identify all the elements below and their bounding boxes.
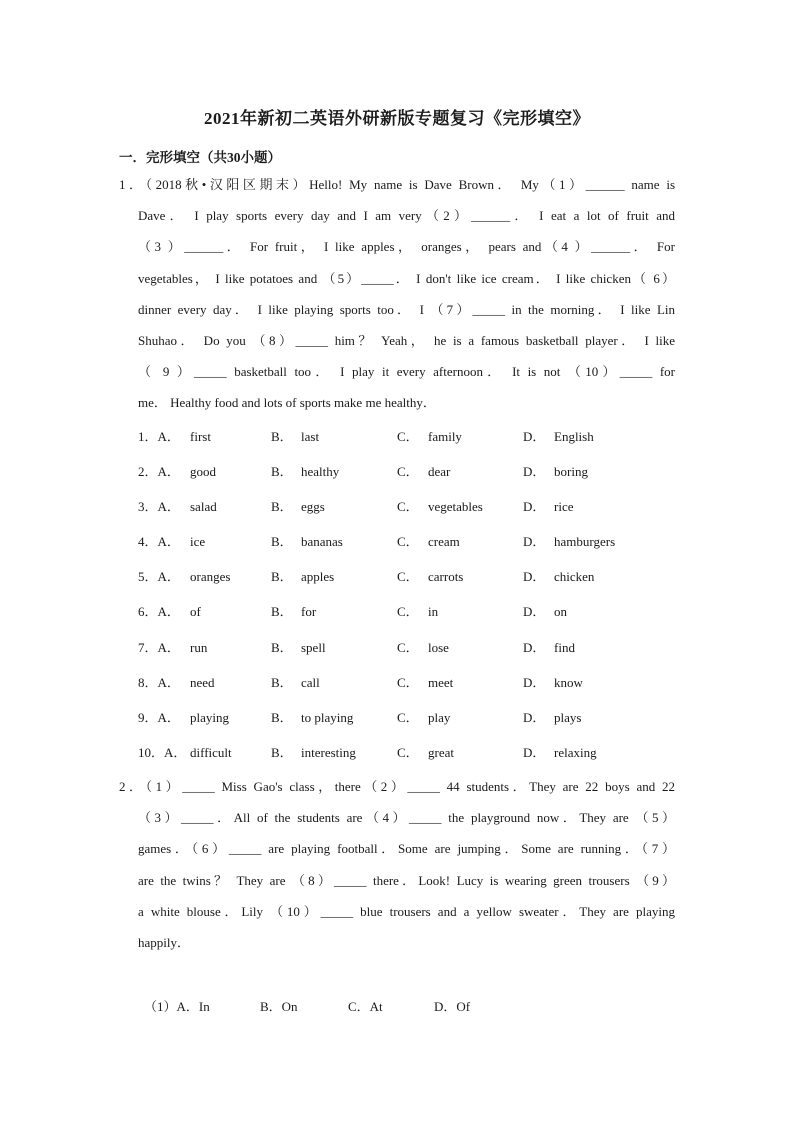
option-a: playing [190, 709, 229, 725]
passage-line: 1．（2018秋•汉阳区期末）Hello! My name is Dave Brown． My（1）______ name is [119, 177, 675, 192]
option-a: salad [190, 499, 217, 515]
option-a: oranges [190, 569, 231, 585]
option-d: hamburgers [554, 534, 616, 550]
option-b: for [301, 604, 317, 620]
option-c: family [428, 429, 462, 444]
option-b-label: B． [271, 534, 293, 550]
option-number: 4．A． [138, 534, 180, 550]
option-a: （1）A．In [144, 999, 210, 1014]
option-d-label: D． [523, 534, 546, 550]
passage-line: （3 ）______． For fruit， I like apples， oranges， pears and（4 ）______． For [138, 239, 675, 255]
option-a: run [190, 639, 208, 655]
document-title: 2021年新初二英语外研新版专题复习《完形填空》 [204, 109, 590, 128]
option-d: boring [554, 464, 588, 480]
option-number: 3．A． [138, 499, 180, 515]
option-c-label: C． [397, 429, 419, 444]
option-c-label: C． [397, 639, 419, 655]
option-d-label: D． [523, 604, 546, 620]
option-a: difficult [190, 744, 232, 760]
option-number: 10．A． [138, 744, 187, 760]
option-a: good [190, 464, 216, 480]
passage-line: （ 9 ）_____ basketball too． I play it every afternoon． It is not （10）_____ for [138, 364, 675, 380]
option-d: on [554, 604, 567, 620]
option-b-label: B． [271, 604, 293, 620]
option-d: D．Of [434, 999, 471, 1014]
option-c: C．At [348, 999, 383, 1014]
option-c-label: C． [397, 464, 419, 480]
passage-line: are the twins？ They are （8）_____ there．Look! Lucy is wearing green trousers （9） [138, 872, 675, 888]
option-b-label: B． [271, 744, 293, 760]
option-d: plays [554, 709, 582, 725]
option-number: 7．A． [138, 639, 180, 655]
option-d: relaxing [554, 744, 597, 760]
option-b: to playing [301, 709, 354, 725]
question-2-passage [119, 771, 675, 958]
option-b-label: B． [271, 569, 293, 585]
option-a: ice [190, 534, 206, 550]
option-d: chicken [554, 569, 595, 585]
passage-line: Shuhao． Do you （8）_____ him？ Yeah， he is a famous basketball player． I like [138, 332, 675, 348]
option-d-label: D． [523, 709, 546, 725]
option-b-label: B． [271, 674, 293, 690]
option-b: interesting [301, 744, 356, 760]
option-d-label: D． [523, 429, 546, 444]
option-b: apples [301, 569, 335, 585]
option-d: English [554, 429, 594, 444]
option-c-label: C． [397, 534, 419, 550]
passage-line: me． Healthy food and lots of sports make me healthy． [138, 395, 436, 411]
option-c-label: C． [397, 569, 419, 585]
option-c-label: C． [397, 744, 419, 760]
option-b-label: B． [271, 499, 293, 515]
option-b: eggs [301, 499, 325, 515]
passage-line: Dave． I play sports every day and I am very（2）______． I eat a lot of fruit and [138, 208, 675, 224]
option-number: 6．A． [138, 604, 180, 620]
option-c: meet [428, 674, 454, 690]
option-c: lose [428, 639, 449, 655]
option-b: last [301, 429, 320, 444]
option-d-label: D． [523, 499, 546, 515]
passage-line: 2．（1）_____ Miss Gao's class，there（2）_____ 44 students．They are 22 boys and 22 [119, 779, 675, 794]
option-d: find [554, 639, 575, 655]
option-c-label: C． [397, 499, 419, 515]
option-number: 1．A． [138, 429, 180, 444]
option-c: cream [428, 534, 460, 550]
option-d-label: D． [523, 639, 546, 655]
option-b-label: B． [271, 464, 293, 480]
passage-line: games．（6）_____ are playing football．Some are jumping．Some are running．（7） [138, 841, 675, 857]
option-c-label: C． [397, 604, 419, 620]
option-d-label: D． [523, 744, 546, 760]
passage-line: dinner every day． I like playing sports too． I （7）_____ in the morning． I like Lin [138, 301, 675, 317]
option-b: B．On [260, 999, 298, 1014]
option-b: bananas [301, 534, 343, 550]
option-b-label: B． [271, 709, 293, 725]
option-d: know [554, 674, 583, 690]
option-c: dear [428, 464, 451, 480]
passage-line: happily． [138, 934, 190, 950]
option-number: 9．A． [138, 709, 180, 725]
option-c-label: C． [397, 674, 419, 690]
passage-line: （3）_____．All of the students are（4）_____ the playground now．They are （5） [138, 810, 675, 826]
option-b: healthy [301, 464, 340, 480]
question-1-passage [119, 169, 675, 419]
passage-line: a white blouse．Lily （10）_____ blue trousers and a yellow sweater．They are playing [138, 903, 675, 919]
option-a: first [190, 429, 211, 444]
option-c: great [428, 744, 454, 760]
option-number: 8．A． [138, 674, 180, 690]
option-number: 2．A． [138, 464, 180, 480]
option-a: need [190, 674, 215, 690]
option-c: in [428, 604, 439, 620]
option-c: vegetables [428, 499, 483, 515]
option-c-label: C． [397, 709, 419, 725]
passage-line: vegetables， I like potatoes and （5）_____． I don't like ice cream． I like chicken（ 6） [138, 270, 675, 286]
option-c: carrots [428, 569, 464, 585]
option-b-label: B． [271, 429, 293, 444]
option-d-label: D． [523, 569, 546, 585]
option-c: play [428, 709, 451, 725]
section-heading: 一．完形填空（共30小题） [119, 150, 281, 165]
option-a: of [190, 604, 201, 620]
option-d-label: D． [523, 464, 546, 480]
option-b: spell [301, 639, 326, 655]
option-d: rice [554, 499, 574, 515]
option-d-label: D． [523, 674, 546, 690]
option-b: call [301, 674, 320, 690]
option-number: 5．A． [138, 569, 180, 585]
option-b-label: B． [271, 639, 293, 655]
